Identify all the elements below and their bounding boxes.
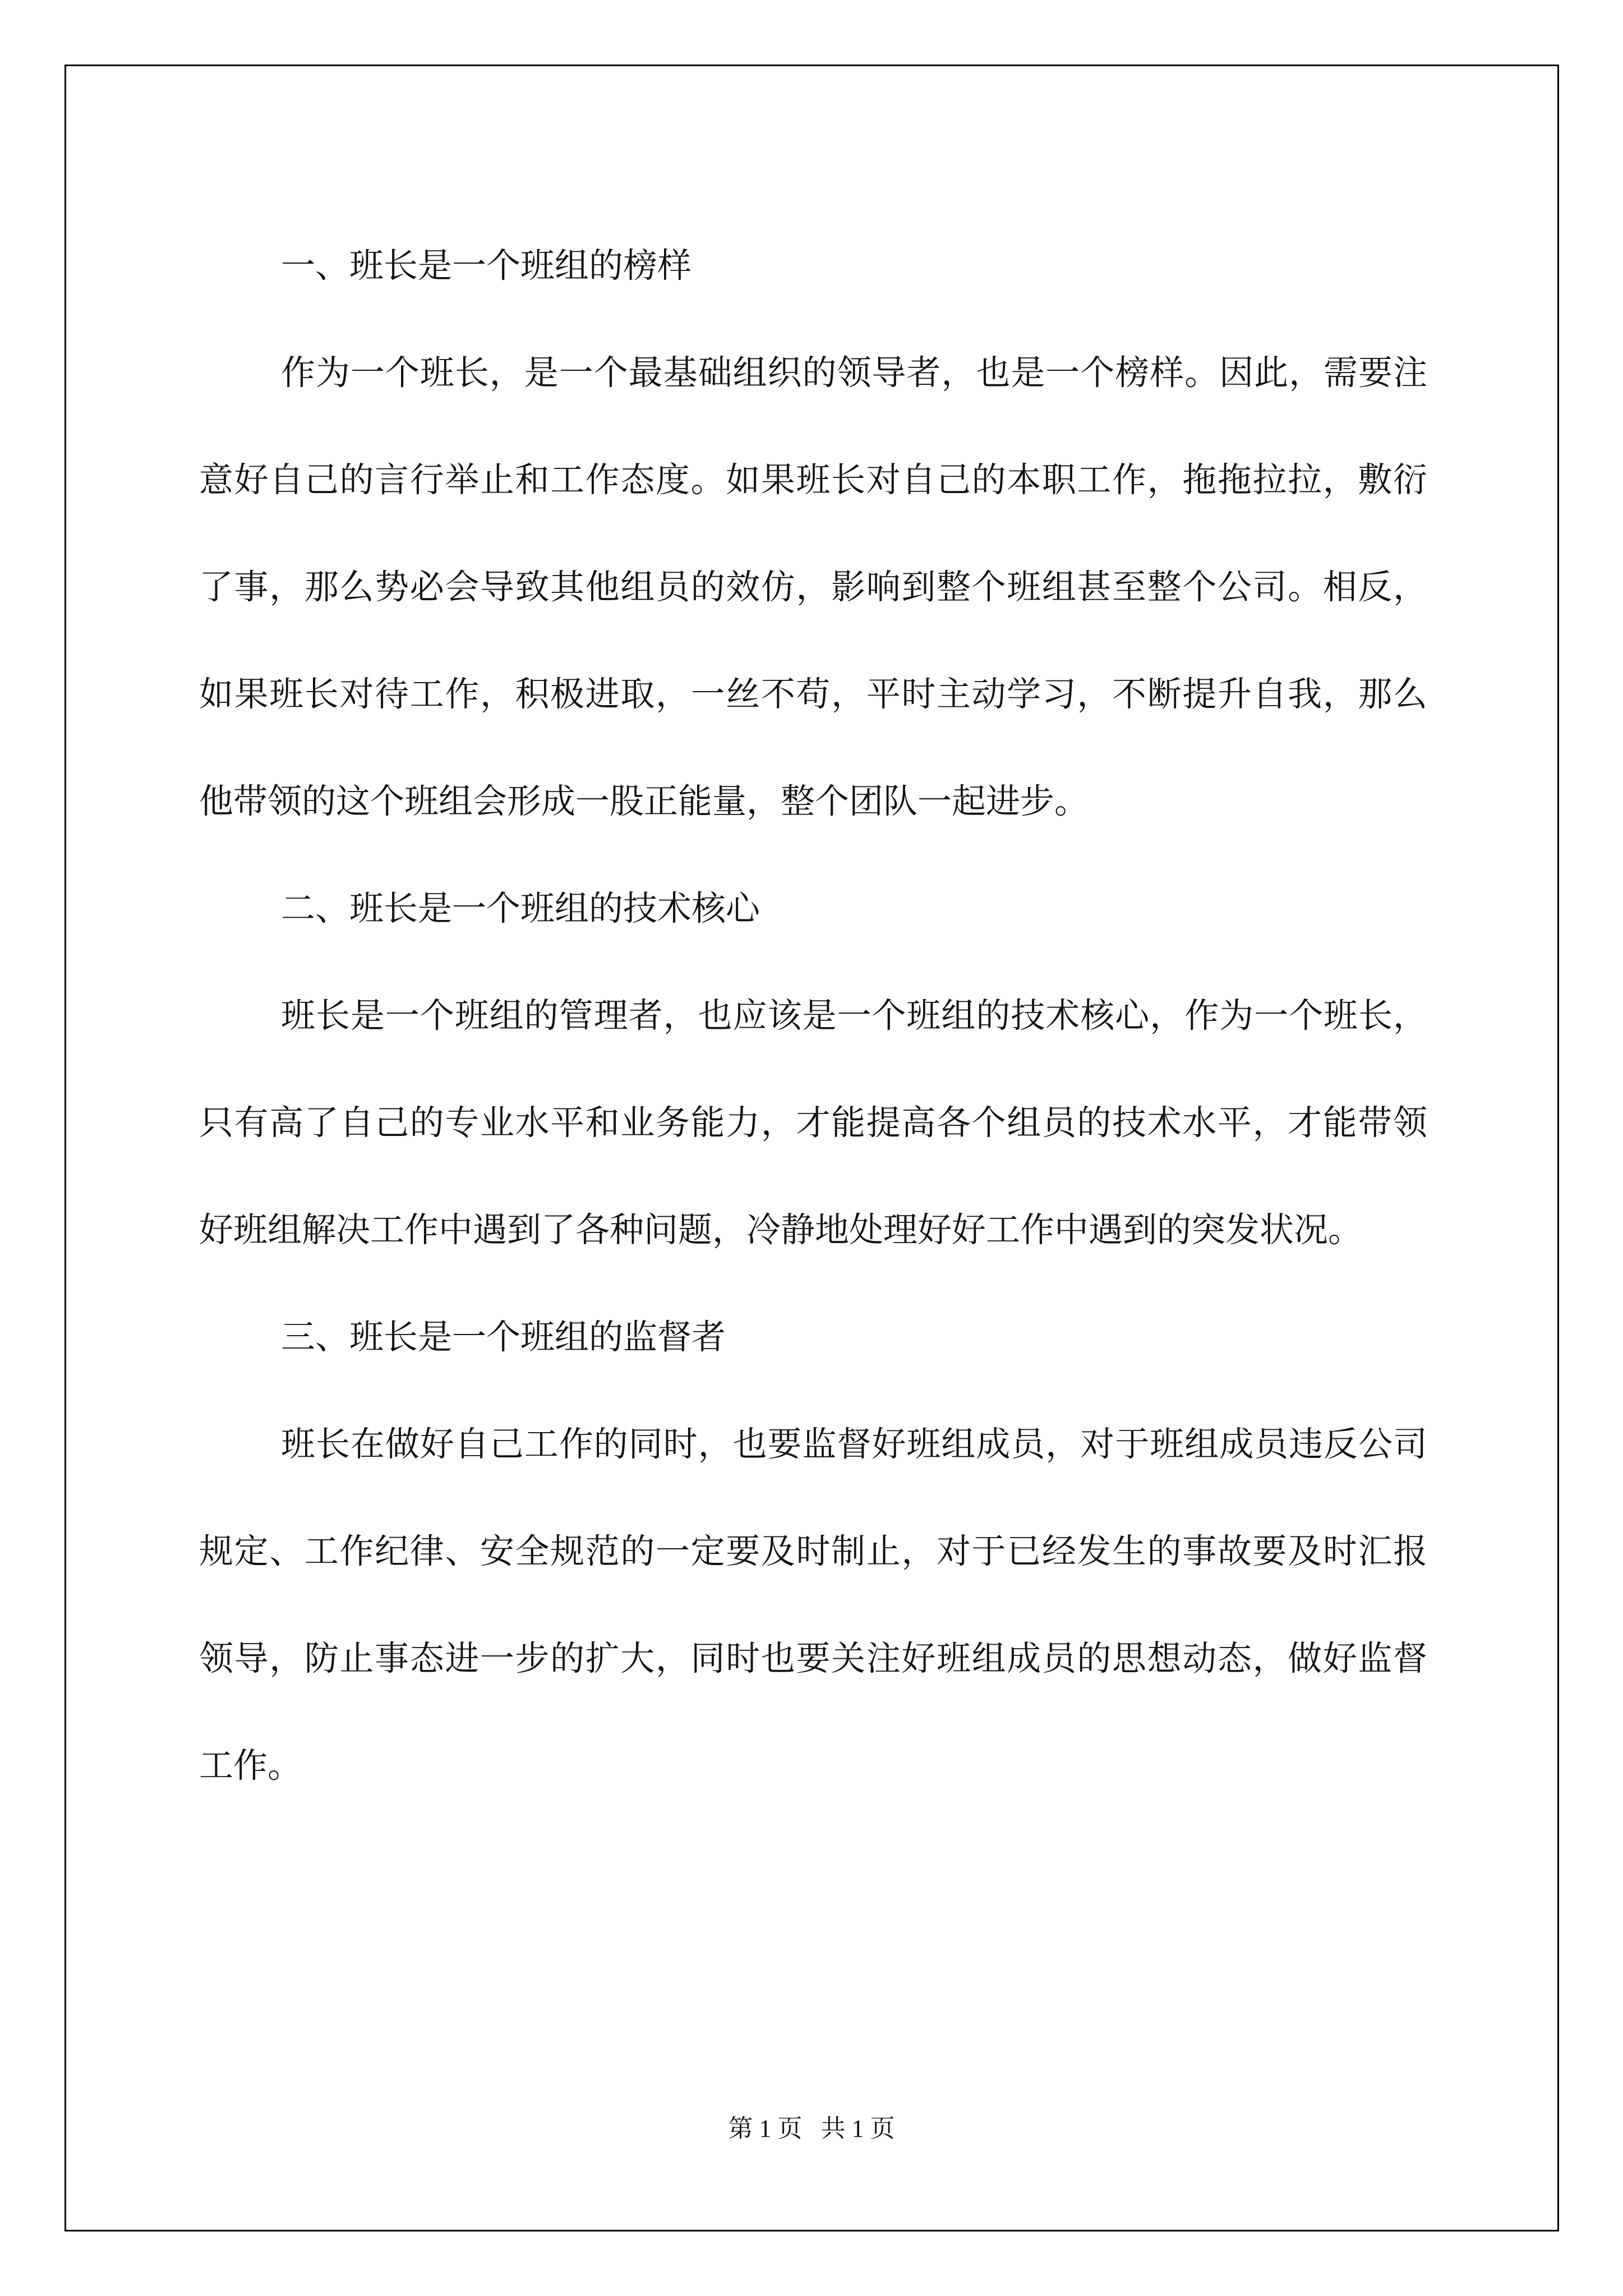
section-1-paragraph: 作为一个班长，是一个最基础组织的领导者，也是一个榜样。因此，需要注意好自己的言行举止和工作态度。如果班长对自己的本职工作，拖拖拉拉，敷衍了事，那么势必会导致其他组员的效仿，影响到整个班组甚至整个公司。相反，如果班长对待工作，积极进取，一丝不苟，平时主动学习，不断提升自我，那么他带领的这个班组会形成一股正能量，整个团队一起进步。 bbox=[199, 353, 1427, 821]
section-3-paragraph: 班长在做好自己工作的同时，也要监督好班组成员，对于班组成员违反公司规定、工作纪律、安全规范的一定要及时制止，对于已经发生的事故要及时汇报领导，防止事态进一步的扩大，同时也要关注好班组成员的思想动态，做好监督工作。 bbox=[199, 1424, 1427, 1786]
section-2-heading: 二、班长是一个班组的技术核心 bbox=[281, 889, 760, 928]
section-3-heading: 三、班长是一个班组的监督者 bbox=[281, 1317, 726, 1357]
section-2-paragraph: 班长是一个班组的管理者，也应该是一个班组的技术核心，作为一个班长，只有高了自己的专业水平和业务能力，才能提高各个组员的技术水平，才能带领好班组解决工作中遇到了各种问题，冷静地处理好好工作中遇到的突发状况。 bbox=[199, 996, 1427, 1250]
page-footer bbox=[0, 2108, 1623, 2144]
page-total: 共 1 页 bbox=[820, 2115, 895, 2142]
page-number: 第 1 页 bbox=[728, 2115, 803, 2142]
section-1-heading: 一、班长是一个班组的榜样 bbox=[281, 246, 692, 286]
document-body bbox=[199, 212, 1427, 1819]
